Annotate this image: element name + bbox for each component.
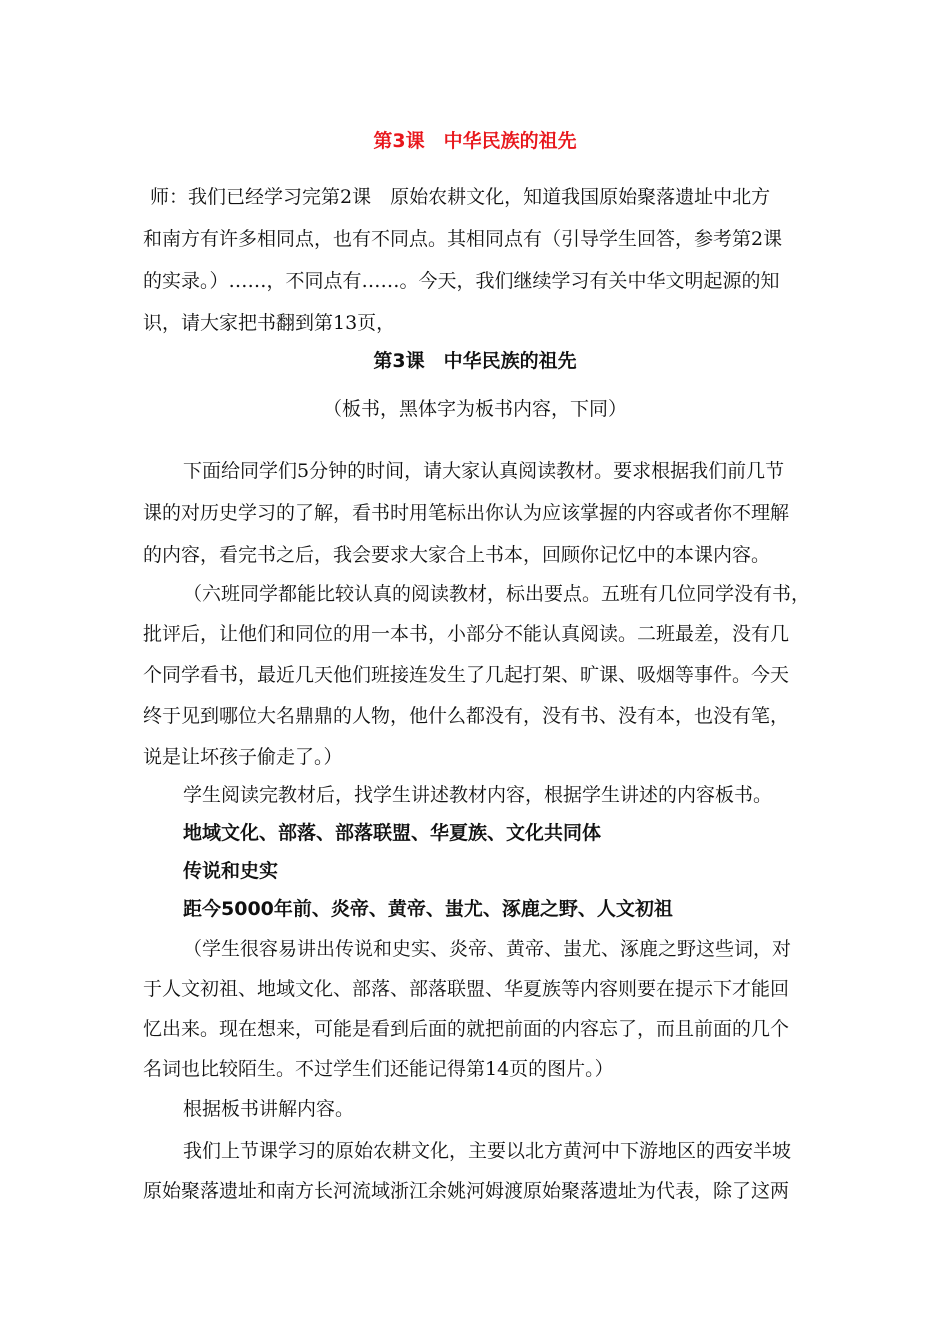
recall-note-line: 于人文初祖、地域文化、部落、部落联盟、华夏族等内容则要在提示下才能回	[143, 978, 790, 1000]
board-point: 距今5000年前、炎帝、黄帝、蚩尤、涿鹿之野、人文初祖	[183, 898, 673, 920]
class-note-line: 终于见到哪位大名鼎鼎的人物，他什么都没有，没有书、没有本，也没有笔，	[143, 705, 790, 727]
last-para-line: 原始聚落遗址和南方长河流域浙江余姚河姆渡原始聚落遗址为代表，除了这两	[143, 1180, 790, 1202]
intro-line: 师：我们已经学习完第2课 原始农耕文化，知道我国原始聚落遗址中北方	[150, 186, 771, 208]
board-title: 第3课 中华民族的祖先	[373, 350, 577, 372]
class-note-line: 批评后，让他们和同位的用一本书，小部分不能认真阅读。二班最差，没有几	[143, 623, 790, 645]
intro-line: 识，请大家把书翻到第13页，	[143, 312, 396, 334]
lesson-title: 第3课 中华民族的祖先	[373, 130, 577, 152]
intro-line: 的实录。）……，不同点有……。今天，我们继续学习有关中华文明起源的知	[143, 270, 780, 292]
read-instruction-line: 的内容，看完书之后，我会要求大家合上书本，回顾你记忆中的本课内容。	[143, 544, 771, 566]
board-point: 传说和史实	[183, 860, 279, 882]
last-para-line: 我们上节课学习的原始农耕文化，主要以北方黄河中下游地区的西安半坡	[183, 1140, 792, 1162]
read-instruction-line: 课的对历史学习的了解，看书时用笔标出你认为应该掌握的内容或者你不理解	[143, 502, 790, 524]
read-instruction-line: 下面给同学们5分钟的时间，请大家认真阅读教材。要求根据我们前几节	[183, 460, 785, 482]
intro-line: 和南方有许多相同点，也有不同点。其相同点有（引导学生回答，参考第2课	[143, 228, 783, 250]
board-note: （板书，黑体字为板书内容，下同）	[322, 398, 627, 420]
after-read-text: 学生阅读完教材后，找学生讲述教材内容，根据学生讲述的内容板书。	[183, 784, 773, 806]
class-note-line: （六班同学都能比较认真的阅读教材，标出要点。五班有几位同学没有书，	[183, 583, 811, 605]
recall-note-line: 忆出来。现在想来，可能是看到后面的就把前面的内容忘了，而且前面的几个	[143, 1018, 790, 1040]
recall-note-line: 名词也比较陌生。不过学生们还能记得第14页的图片。）	[143, 1058, 614, 1080]
class-note-line: 个同学看书，最近几天他们班接连发生了几起打架、旷课、吸烟等事件。今天	[143, 664, 790, 686]
explain-text: 根据板书讲解内容。	[183, 1098, 355, 1120]
class-note-line: 说是让坏孩子偷走了。）	[143, 746, 343, 768]
recall-note-line: （学生很容易讲出传说和史实、炎帝、黄帝、蚩尤、涿鹿之野这些词，对	[183, 938, 792, 960]
board-point: 地域文化、部落、部落联盟、华夏族、文化共同体	[183, 822, 602, 844]
